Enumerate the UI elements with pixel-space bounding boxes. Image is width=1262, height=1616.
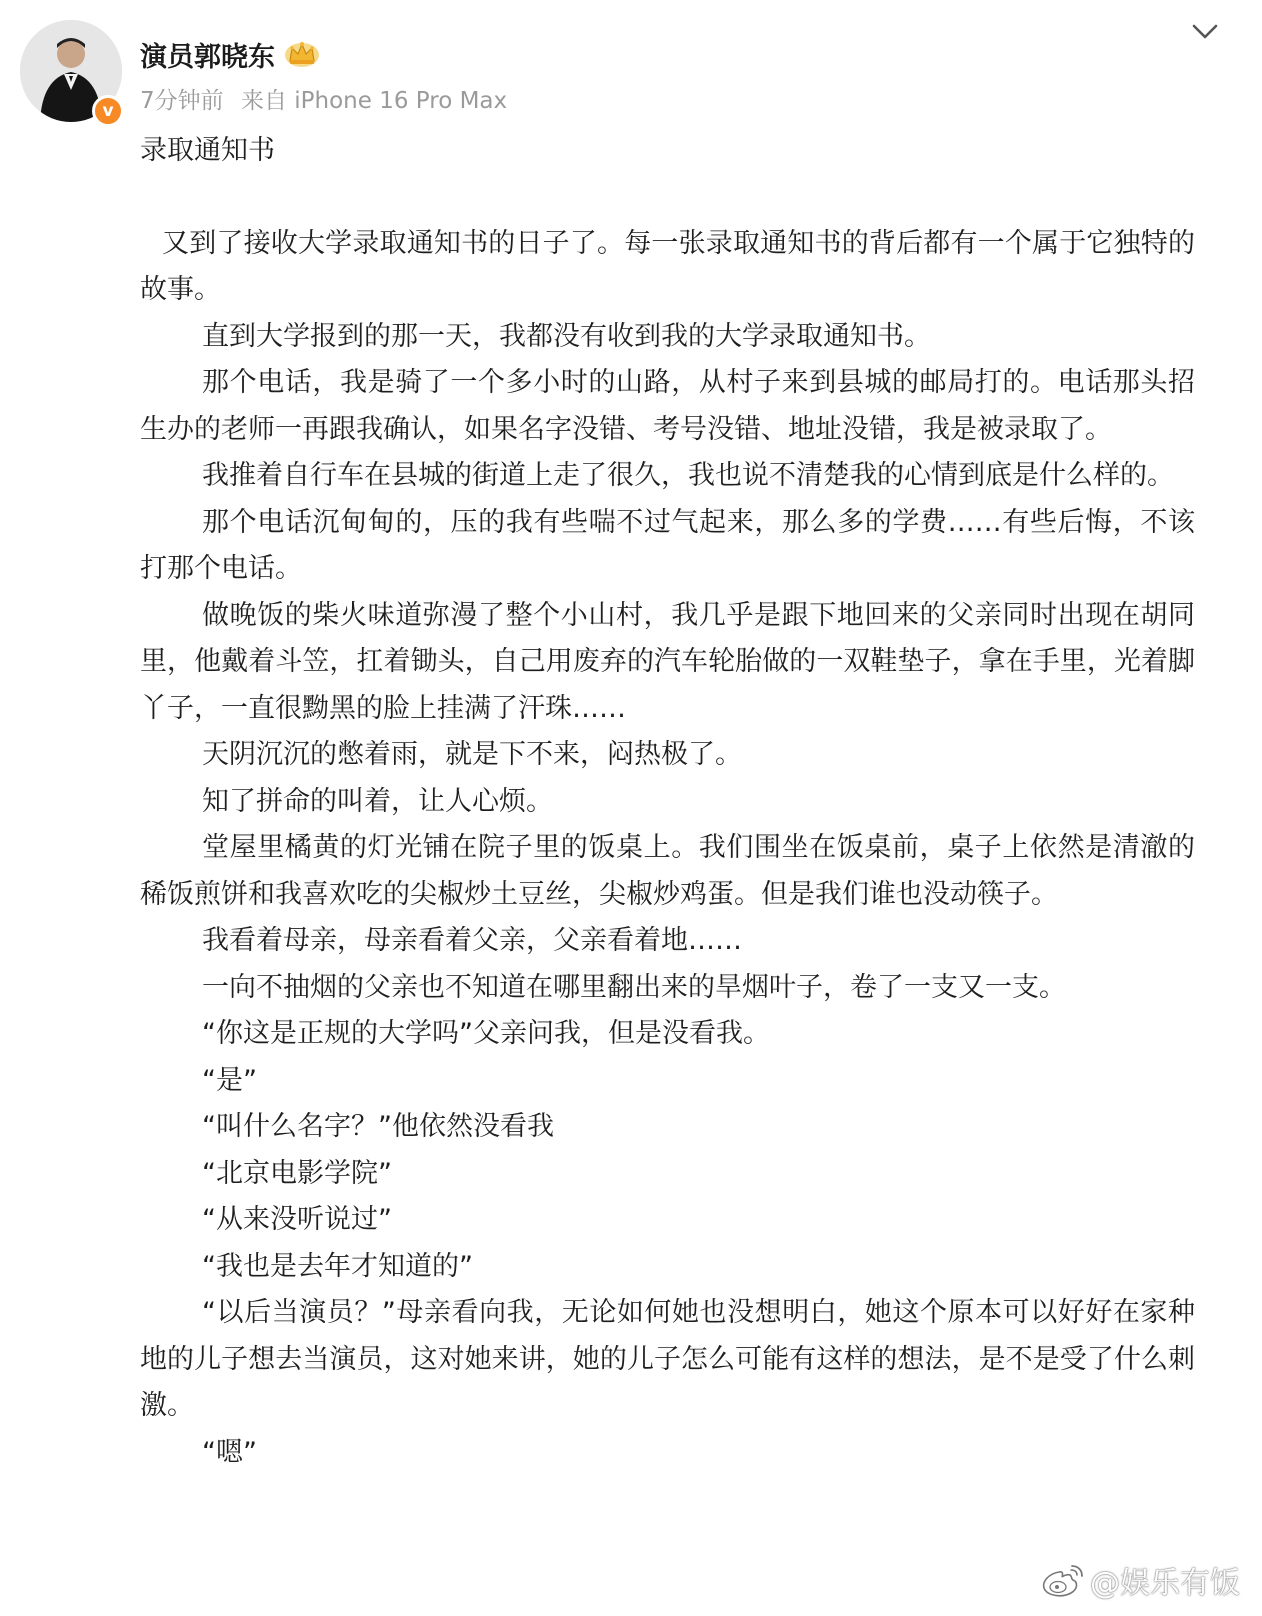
paragraph: 那个电话沉甸甸的，压的我有些喘不过气起来，那么多的学费……有些后悔，不该打那个电话。	[140, 506, 1195, 584]
paragraph: 我看着母亲，母亲看着父亲，父亲看着地……	[202, 925, 742, 956]
paragraph: “叫什么名字？”他依然没看我	[202, 1111, 554, 1142]
crown-icon[interactable]	[283, 39, 321, 69]
paragraph: “是”	[202, 1064, 257, 1096]
paragraph: 知了拼命的叫着，让人心烦。	[202, 785, 553, 817]
blank-line	[140, 175, 1195, 221]
paragraph: 我推着自行车在县城的街道上走了很久，我也说不清楚我的心情到底是什么样的。	[202, 460, 1174, 491]
paragraph: “我也是去年才知道的”	[202, 1250, 473, 1282]
watermark	[1040, 1558, 1240, 1602]
post-time: 7分钟前	[140, 88, 224, 114]
username[interactable]: 演员郭晓东	[140, 41, 275, 73]
chevron-down-icon[interactable]	[1190, 20, 1220, 44]
name-row	[140, 34, 321, 74]
verified-badge-icon: v	[92, 95, 124, 127]
weibo-logo-icon	[1040, 1560, 1086, 1600]
paragraph: “北京电影学院”	[202, 1157, 392, 1189]
post-body	[140, 128, 1195, 1476]
paragraph: 直到大学报到的那一天，我都没有收到我的大学录取通知书。	[202, 320, 931, 352]
paragraph: 又到了接收大学录取通知书的日子了。每一张录取通知书的背后都有一个属于它独特的故事。	[140, 227, 1195, 305]
paragraph: “嗯”	[202, 1436, 257, 1468]
watermark-text: @娱乐有饭	[1090, 1566, 1240, 1601]
paragraph: 那个电话，我是骑了一个多小时的山路，从村子来到县城的邮局打的。电话那头招生办的老师一再跟我确认，如果名字没错、考号没错、地址没错，我是被录取了。	[140, 367, 1195, 445]
post-meta	[140, 82, 507, 115]
post-source: 来自 iPhone 16 Pro Max	[240, 88, 508, 114]
post-title: 录取通知书	[140, 135, 275, 166]
paragraph: “从来没听说过”	[202, 1204, 392, 1235]
paragraph: 做晚饭的柴火味道弥漫了整个小山村，我几乎是跟下地回来的父亲同时出现在胡同里，他戴着斗笠，扛着锄头，自己用废弃的汽车轮胎做的一双鞋垫子，拿在手里，光着脚丫子，一直很黝黑的脸上挂满了汗珠……	[140, 599, 1195, 724]
avatar[interactable]	[20, 20, 122, 122]
paragraph: 堂屋里橘黄的灯光铺在院子里的饭桌上。我们围坐在饭桌前，桌子上依然是清澈的稀饭煎饼和我喜欢吃的尖椒炒土豆丝，尖椒炒鸡蛋。但是我们谁也没动筷子。	[140, 832, 1195, 910]
paragraph: 一向不抽烟的父亲也不知道在哪里翻出来的旱烟叶子，卷了一支又一支。	[202, 971, 1066, 1003]
post-header	[20, 20, 1242, 130]
paragraph: 天阴沉沉的憋着雨，就是下不来，闷热极了。	[202, 739, 742, 770]
paragraph: “以后当演员？”母亲看向我，无论如何她也没想明白，她这个原本可以好好在家种地的儿子想去当演员，这对她来讲，她的儿子怎么可能有这样的想法，是不是受了什么刺激。	[140, 1297, 1195, 1421]
paragraph: “你这是正规的大学吗”父亲问我，但是没看我。	[202, 1018, 770, 1049]
